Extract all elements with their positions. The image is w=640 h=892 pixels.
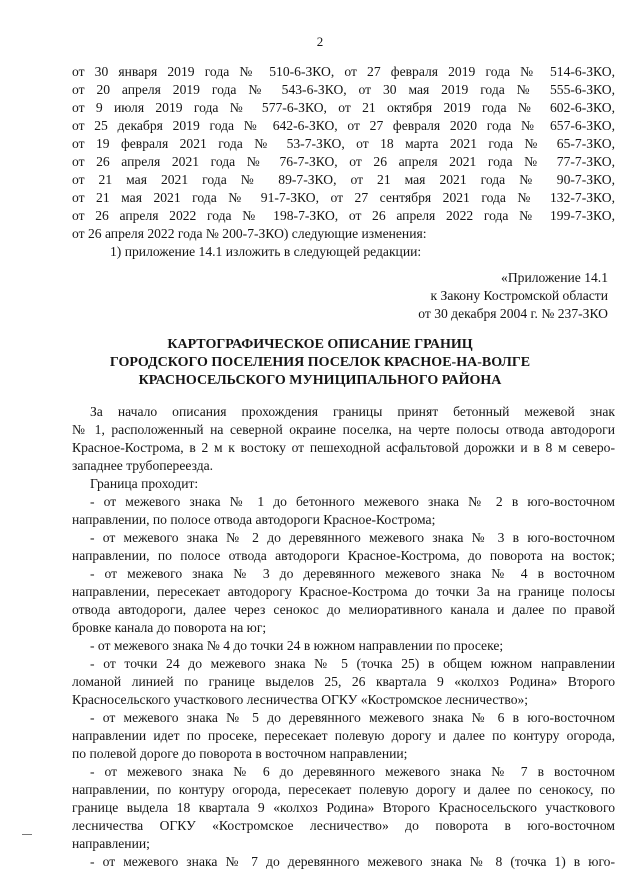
body-line: по полевой дороге до поворота в восточном направлении; [72, 746, 408, 761]
body-line: - от межевого знака № 6 до деревянного межевого знака № 7 в восточном [90, 764, 615, 779]
appendix-ref-line: от 30 декабря 2004 г. № 237-ЗКО [418, 306, 608, 321]
scan-mark [22, 834, 32, 835]
page-number: 2 [316, 34, 324, 49]
body-line: № 1, расположенный на северной окраине поселка, на черте полосы отвода автодороги [72, 422, 615, 437]
body-line: - от межевого знака № 7 до деревянного межевого знака № 8 (точка 1) в юго- [90, 854, 615, 869]
title-line: ГОРОДСКОГО ПОСЕЛЕНИЯ ПОСЕЛОК КРАСНОЕ-НА-ВОЛГЕ [109, 355, 531, 370]
body-line: Граница проходит: [90, 476, 199, 491]
body-line: - от межевого знака № 2 до деревянного межевого знака № 3 в юго-восточном [90, 530, 615, 545]
body-line: - от межевого знака № 1 до бетонного межевого знака № 2 в юго-восточном [90, 494, 615, 509]
body-line: направлении; [72, 836, 150, 851]
body-line: границе выдела 18 квартала 9 «колхоз Родина» Второго Красносельского участкового [72, 800, 615, 815]
body-line: бровке канала до поворота на юг; [72, 620, 267, 635]
title-line: КАРТОГРАФИЧЕСКОЕ ОПИСАНИЕ ГРАНИЦ [167, 337, 473, 352]
intro-line: от 21 мая 2021 года № 91-7-ЗКО, от 27 сентября 2021 года № 132-7-ЗКО, [72, 190, 615, 205]
body-line: лесничества ОГКУ «Костромское лесничество» до поворота в юго-восточном [72, 818, 615, 833]
intro-line: от 30 января 2019 года № 510-6-ЗКО, от 27 февраля 2019 года № 514-6-ЗКО, [72, 64, 615, 79]
body-line: - от точки 24 до межевого знака № 5 (точка 25) в общем южном направлении [90, 656, 615, 671]
body-line: западнее трубопереезда. [72, 458, 214, 473]
title-line: КРАСНОСЕЛЬСКОГО МУНИЦИПАЛЬНОГО РАЙОНА [138, 373, 502, 388]
intro-line: от 19 февраля 2021 года № 53-7-ЗКО, от 18 марта 2021 года № 65-7-ЗКО, [72, 136, 615, 151]
intro-line: от 9 июля 2019 года № 577-6-ЗКО, от 21 октября 2019 года № 602-6-ЗКО, [72, 100, 615, 115]
appendix-ref-line: к Закону Костромской области [430, 288, 608, 303]
intro-line: от 26 апреля 2021 года № 76-7-ЗКО, от 26 апреля 2021 года № 77-7-ЗКО, [72, 154, 615, 169]
body-line: Красное-Кострома, в 2 м к востоку от пешеходной асфальтовой дорожки и в 8 м северо- [72, 440, 615, 455]
body-line: За начало описания прохождения границы принят бетонный межевой знак [90, 404, 615, 419]
body-line: отвода автодороги, далее через сенокос до мелиоративного канала и далее по правой [72, 602, 615, 617]
body-line: направлении, по полосе отвода автодороги Красное-Кострома, до поворота на восток; [72, 548, 615, 563]
body-line: Красносельского участкового лесничества ОГКУ «Костромское лесничество»; [72, 692, 529, 707]
body-line: направлении, пересекает автодорогу Красное-Кострома до точки 3а на границе полосы [72, 584, 615, 599]
body-line: - от межевого знака № 3 до деревянного межевого знака № 4 в восточном [90, 566, 615, 581]
body-line: направлении, по контуру огорода, пересекает полевую дорогу и далее по сенокосу, по [72, 782, 615, 797]
body-line: направлении, по полосе отвода автодороги Красное-Кострома; [72, 512, 436, 527]
intro-line: от 26 апреля 2022 года № 200-7-ЗКО) следующие изменения: [72, 226, 427, 241]
intro-line: от 26 апреля 2022 года № 198-7-ЗКО, от 26 апреля 2022 года № 199-7-ЗКО, [72, 208, 615, 223]
appendix-ref-line: «Приложение 14.1 [501, 270, 608, 285]
item-1: 1) приложение 14.1 изложить в следующей редакции: [110, 244, 422, 259]
body-line: направлении идет по просеке, пересекает полевую дорогу и далее по контуру огорода, [72, 728, 615, 743]
body-line: ломаной линией по границе выделов 25, 26 квартала 9 «колхоз Родина» Второго [72, 674, 615, 689]
intro-line: от 25 декабря 2019 года № 642-6-ЗКО, от 27 февраля 2020 года № 657-6-ЗКО, [72, 118, 615, 133]
body-line: - от межевого знака № 5 до деревянного межевого знака № 6 в юго-восточном [90, 710, 615, 725]
intro-line: от 21 мая 2021 года № 89-7-ЗКО, от 21 мая 2021 года № 90-7-ЗКО, [72, 172, 615, 187]
intro-line: от 20 апреля 2019 года № 543-6-ЗКО, от 30 мая 2019 года № 555-6-ЗКО, [72, 82, 615, 97]
body-line: - от межевого знака № 4 до точки 24 в южном направлении по просеке; [90, 638, 504, 653]
